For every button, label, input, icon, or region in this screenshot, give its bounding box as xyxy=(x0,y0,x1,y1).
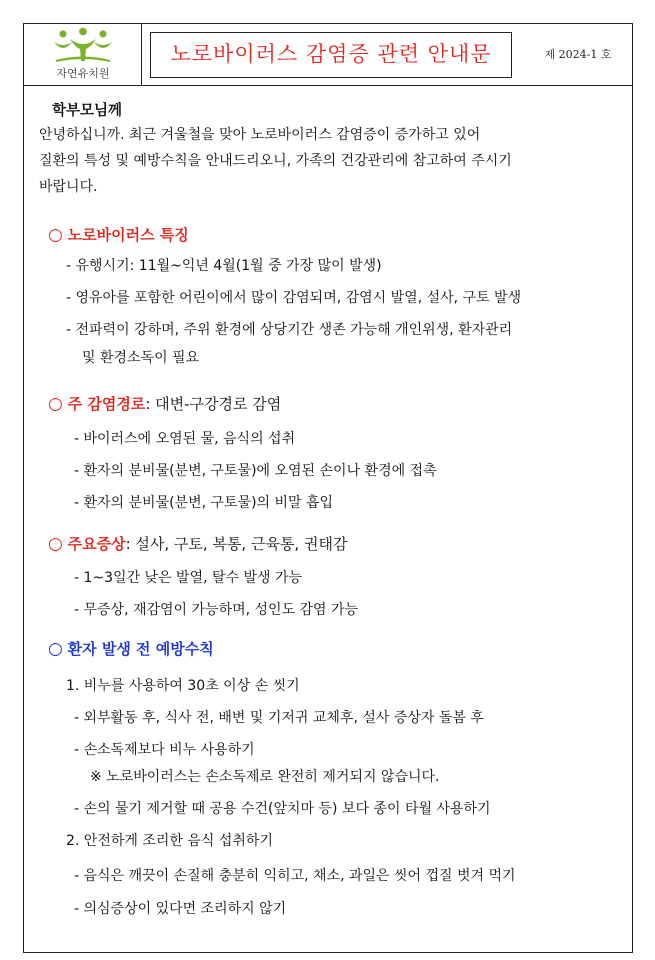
list-item: 2. 안전하게 조리한 음식 섭취하기 xyxy=(66,833,273,849)
logo-area xyxy=(24,24,142,86)
section-routes-title: 주 감염경로 xyxy=(67,395,146,413)
list-item: - 환자의 분비물(분변, 구토물)의 비말 흡입 xyxy=(74,495,334,511)
list-item: - 1~3일간 낮은 발열, 탈수 발생 가능 xyxy=(74,570,303,586)
title-box xyxy=(150,32,512,78)
intro-line: 안녕하십니까. 최근 겨울철을 맞아 노로바이러스 감염증이 증가하고 있어 xyxy=(39,127,481,143)
list-item: - 바이러스에 오염된 물, 음식의 섭취 xyxy=(74,431,296,447)
circle-bullet: ○ xyxy=(48,639,63,659)
section-features-title: 노로바이러스 특징 xyxy=(67,226,189,244)
greeting: 학부모님께 xyxy=(52,103,123,119)
list-item: - 영유아를 포함한 어린이에서 많이 감염되며, 감염시 발열, 설사, 구토 발생 xyxy=(66,290,522,306)
section-symptoms-heading xyxy=(48,533,347,554)
document-title: 노로바이러스 감염증 관련 안내문 xyxy=(170,42,492,66)
circle-bullet: ○ xyxy=(48,534,63,554)
list-item: 및 환경소독이 필요 xyxy=(82,350,200,366)
section-prevention-title: 환자 발생 전 예방수칙 xyxy=(67,640,214,658)
list-item: 1. 비누를 사용하여 30초 이상 손 씻기 xyxy=(66,678,300,694)
intro-line: 질환의 특성 및 예방수칙을 안내드리오니, 가족의 건강관리에 참고하여 주시기 xyxy=(39,153,512,169)
section-features-heading xyxy=(48,224,189,245)
list-item: - 환자의 분비물(분변, 구토물)에 오염된 손이나 환경에 접촉 xyxy=(74,463,437,479)
logo-text: 자연유치원 xyxy=(56,67,110,80)
section-routes-heading xyxy=(48,393,281,414)
section-symptoms-suffix: : 설사, 구토, 복통, 근육통, 권태감 xyxy=(125,535,348,553)
section-symptoms-title: 주요증상 xyxy=(67,535,126,553)
list-item: - 전파력이 강하며, 주위 환경에 상당기간 생존 가능해 개인위생, 환자관리 xyxy=(66,322,513,338)
list-item: - 외부활동 후, 식사 전, 배변 및 기저귀 교체후, 설사 증상자 돌봄 후 xyxy=(74,710,484,726)
list-item: - 의심증상이 있다면 조리하지 않기 xyxy=(74,901,287,917)
issue-number: 제 2024-1 호 xyxy=(544,48,612,61)
note-item: ※ 노로바이러스는 손소독제로 완전히 제거되지 않습니다. xyxy=(90,769,440,785)
list-item: - 무증상, 재감염이 가능하며, 성인도 감염 가능 xyxy=(74,602,359,618)
list-item: - 유행시기: 11월~익년 4월(1월 중 가장 많이 발생) xyxy=(66,258,382,274)
header-divider xyxy=(24,85,632,86)
list-item: - 음식은 깨끗이 손질해 충분히 익히고, 채소, 과일은 씻어 껍질 벗겨 먹기 xyxy=(74,868,516,884)
circle-bullet: ○ xyxy=(48,225,63,245)
section-prevention-heading xyxy=(48,638,214,659)
section-routes-suffix: : 대변-구강경로 감염 xyxy=(145,395,282,413)
list-item: - 손소독제보다 비누 사용하기 xyxy=(74,742,255,758)
kindergarten-logo-icon xyxy=(50,27,116,63)
document-header xyxy=(24,24,632,86)
list-item: - 손의 물기 제거할 때 공용 수건(앞치마 등) 보다 종이 타월 사용하기 xyxy=(74,801,491,817)
circle-bullet: ○ xyxy=(48,394,63,414)
intro-line: 바랍니다. xyxy=(39,179,98,195)
